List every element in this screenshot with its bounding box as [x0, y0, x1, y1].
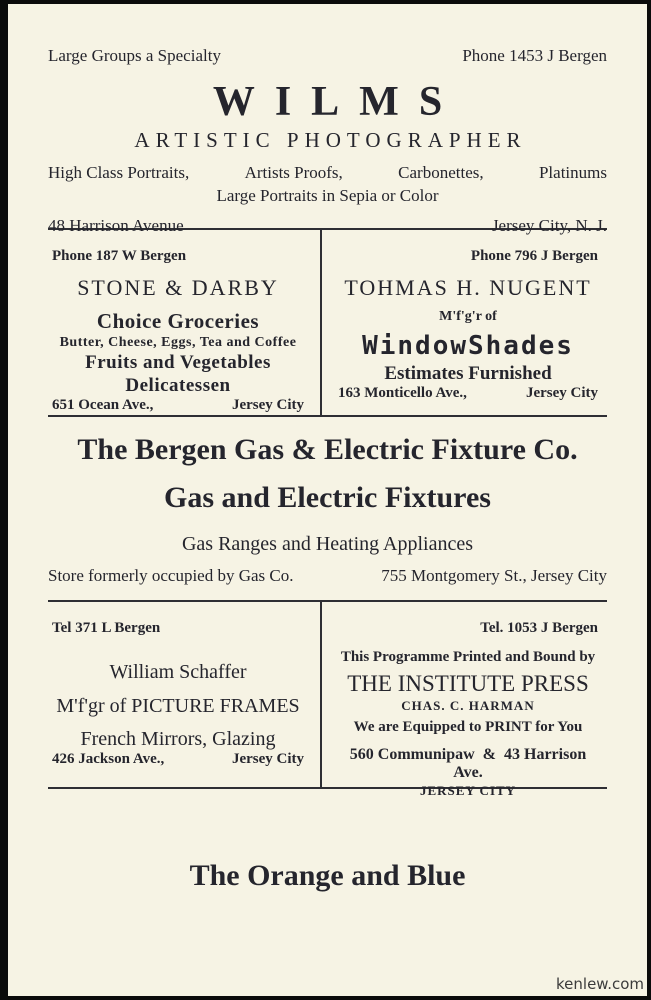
- bergen-gas-headline: Gas and Electric Fixtures: [164, 481, 491, 514]
- wilms-subtitle: ARTISTIC PHOTOGRAPHER: [134, 128, 527, 152]
- schaffer-name: William Schaffer: [109, 661, 247, 683]
- stone-darby-line3: Fruits and Vegetables: [85, 352, 271, 373]
- wilms-phone: Phone 1453 J Bergen: [462, 46, 607, 65]
- stone-darby-name: STONE & DARBY: [77, 275, 279, 300]
- nugent-ad: [322, 230, 647, 415]
- programme-ad-page: [8, 4, 647, 996]
- stone-darby-line1: Choice Groceries: [96, 309, 260, 333]
- institute-press-name: THE INSTITUTE PRESS: [347, 671, 589, 696]
- institute-press-line1: This Programme Printed and Bound by: [340, 649, 596, 665]
- schaffer-city: Jersey City: [231, 751, 304, 767]
- page-footer: [8, 789, 647, 994]
- nugent-phone: Phone 796 J Bergen: [470, 248, 598, 264]
- institute-press-address: 560 Communipaw & 43 Harrison Ave.: [349, 746, 590, 781]
- nugent-estimates: Estimates Furnished: [384, 363, 552, 384]
- stone-darby-line2: Butter, Cheese, Eggs, Tea and Coffee: [59, 335, 297, 350]
- wilms-services-row: [48, 163, 607, 183]
- institute-press-ad: [322, 602, 647, 798]
- institute-press-phone: Tel. 1053 J Bergen: [480, 620, 598, 636]
- stone-darby-phone: Phone 187 W Bergen: [52, 248, 187, 264]
- wilms-ad: [8, 4, 647, 235]
- schaffer-ad: [8, 602, 320, 787]
- bergen-gas-subline: Gas Ranges and Heating Appliances: [181, 533, 474, 555]
- stone-darby-city: Jersey City: [231, 397, 304, 413]
- nugent-mfgr-of: M'f'g'r of: [439, 309, 497, 324]
- wilms-specialty-note: Large Groups a Specialty: [48, 46, 221, 65]
- nugent-city: Jersey City: [525, 385, 598, 401]
- nugent-street-address: 163 Monticello Ave.,: [338, 385, 467, 401]
- bergen-gas-name: The Bergen Gas & Electric Fixture Co.: [77, 433, 578, 466]
- wilms-service-item: High Class Portraits,: [48, 163, 190, 182]
- institute-press-city: JERSEY CITY: [419, 783, 517, 798]
- nugent-product: WindowShades: [362, 331, 574, 361]
- wilms-street-address: 48 Harrison Avenue: [48, 216, 184, 235]
- schaffer-line1: M'f'gr of PICTURE FRAMES: [56, 695, 300, 717]
- stone-darby-street-address: 651 Ocean Ave.,: [52, 397, 154, 413]
- stone-darby-line4: Delicatessen: [125, 375, 231, 396]
- institute-press-person: CHAS. C. HARMAN: [401, 698, 535, 713]
- stone-darby-ad: [8, 230, 320, 415]
- bergen-gas-ad: [8, 417, 647, 600]
- wilms-service-item: Artists Proofs,: [244, 163, 343, 182]
- bergen-gas-store-note: Store formerly occupied by Gas Co.: [48, 566, 294, 585]
- wilms-services-line2: Large Portraits in Sepia or Color: [216, 186, 439, 205]
- bergen-gas-address: 755 Montgomery St., Jersey City: [381, 566, 607, 585]
- wilms-service-item: Carbonettes,: [398, 163, 484, 182]
- schaffer-line2: French Mirrors, Glazing: [80, 728, 276, 750]
- wilms-title: WILMS: [212, 79, 463, 125]
- ad-row-1: [8, 230, 647, 415]
- ad-row-2: [8, 602, 647, 798]
- watermark: kenlew.com: [556, 975, 644, 993]
- wilms-service-item: Platinums: [538, 163, 607, 182]
- institute-press-line2: We are Equipped to PRINT for You: [353, 719, 583, 735]
- schaffer-phone: Tel 371 L Bergen: [52, 620, 161, 636]
- nugent-name: TOHMAS H. NUGENT: [344, 275, 592, 300]
- schaffer-street-address: 426 Jackson Ave.,: [52, 751, 165, 767]
- programme-title: The Orange and Blue: [189, 859, 466, 892]
- wilms-city: Jersey City, N. J.: [491, 216, 607, 235]
